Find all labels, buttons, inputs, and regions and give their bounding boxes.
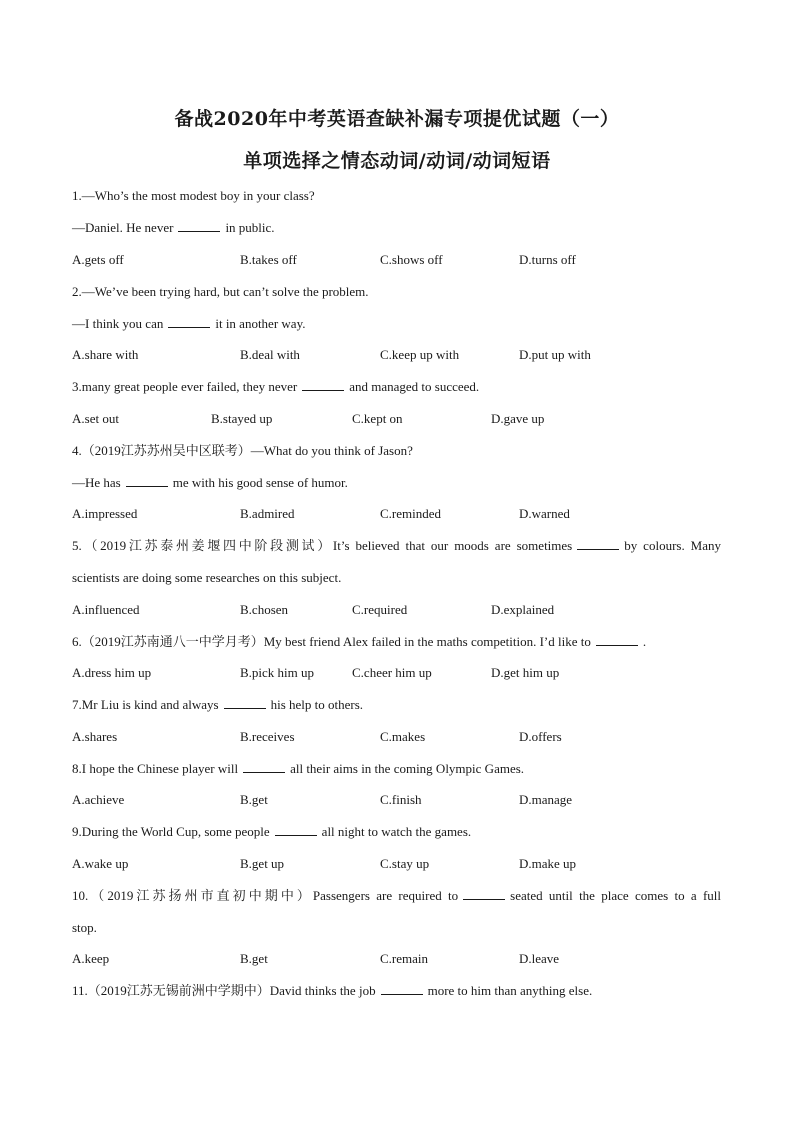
- option-d: D.get him up: [491, 665, 560, 680]
- option-a: A.set out: [72, 411, 119, 426]
- question-2-line2: —I think you can it in another way.: [72, 316, 306, 331]
- option-d: D.warned: [519, 506, 570, 521]
- option-c: C.reminded: [380, 506, 442, 521]
- question-3-stem: 3.many great people ever failed, they never and managed to succeed.: [72, 379, 480, 394]
- question-1-line2: —Daniel. He never in public.: [72, 220, 275, 235]
- answer-blank: [224, 697, 266, 709]
- option-b: B.get: [240, 792, 268, 807]
- option-c: C.remain: [380, 951, 429, 966]
- option-c: C.keep up with: [380, 347, 460, 362]
- option-a: A.achieve: [72, 792, 125, 807]
- answer-blank: [302, 379, 344, 391]
- question-9-stem: 9.During the World Cup, some people all night to watch the games.: [72, 824, 472, 839]
- option-a: A.impressed: [72, 506, 138, 521]
- worksheet-title: 备战2020年中考英语查缺补漏专项提优试题（一）: [174, 108, 620, 130]
- option-a: A.shares: [72, 729, 118, 744]
- option-d: D.make up: [519, 856, 577, 871]
- option-c: C.shows off: [380, 252, 443, 267]
- question-4-line2: —He has me with his good sense of humor.: [72, 475, 348, 490]
- option-a: A.keep: [72, 951, 110, 966]
- option-b: B.stayed up: [211, 411, 273, 426]
- answer-blank: [463, 888, 505, 900]
- answer-blank: [381, 983, 423, 995]
- answer-blank: [275, 824, 317, 836]
- option-d: D.manage: [519, 792, 573, 807]
- option-b: B.admired: [240, 506, 295, 521]
- option-b: B.takes off: [240, 252, 297, 267]
- answer-blank: [577, 538, 619, 550]
- question-7-stem: 7.Mr Liu is kind and always his help to others.: [72, 697, 364, 712]
- option-c: C.required: [352, 602, 408, 617]
- option-a: A.dress him up: [72, 665, 152, 680]
- option-d: D.leave: [519, 951, 560, 966]
- question-8-stem: 8.I hope the Chinese player will all their aims in the coming Olympic Games.: [72, 761, 525, 776]
- option-d: D.turns off: [519, 252, 576, 267]
- question-5-stem: 5.（2019江苏泰州姜堰四中阶段测试）It’s believed that our moods are sometimes by colours. Many: [72, 538, 721, 553]
- option-b: B.get up: [240, 856, 285, 871]
- question-2-stem: 2.—We’ve been trying hard, but can’t solve the problem.: [72, 284, 369, 299]
- worksheet-subtitle: 单项选择之情态动词/动词/动词短语: [243, 150, 551, 172]
- option-a: A.gets off: [72, 252, 124, 267]
- answer-blank: [178, 220, 220, 232]
- answer-blank: [243, 761, 285, 773]
- option-b: B.chosen: [240, 602, 289, 617]
- question-6-stem: 6.（2019江苏南通八一中学月考）My best friend Alex failed in the maths competition. I’d like to .: [72, 634, 647, 649]
- option-d: D.put up with: [519, 347, 591, 362]
- option-c: C.cheer him up: [352, 665, 432, 680]
- question-5-line2: scientists are doing some researches on this subject.: [72, 570, 342, 585]
- question-11-stem: 11.（2019江苏无锡前洲中学期中）David thinks the job more to him than anything else.: [72, 983, 593, 998]
- question-4-stem: 4.（2019江苏苏州吴中区联考）—What do you think of Jason?: [72, 443, 413, 458]
- option-b: B.get: [240, 951, 268, 966]
- option-c: C.makes: [380, 729, 426, 744]
- option-d: D.gave up: [491, 411, 545, 426]
- option-c: C.finish: [380, 792, 422, 807]
- option-d: D.explained: [491, 602, 555, 617]
- option-b: B.receives: [240, 729, 295, 744]
- answer-blank: [596, 634, 638, 646]
- option-d: D.offers: [519, 729, 562, 744]
- answer-blank: [126, 475, 168, 487]
- question-10-line2: stop.: [72, 920, 97, 935]
- option-c: C.stay up: [380, 856, 430, 871]
- question-10-stem: 10.（2019江苏扬州市直初中期中）Passengers are required to seated until the place comes to a full: [72, 888, 722, 903]
- answer-blank: [168, 316, 210, 328]
- option-a: A.share with: [72, 347, 139, 362]
- option-b: B.pick him up: [240, 665, 315, 680]
- option-a: A.influenced: [72, 602, 140, 617]
- option-b: B.deal with: [240, 347, 300, 362]
- option-a: A.wake up: [72, 856, 129, 871]
- question-1-stem: 1.—Who’s the most modest boy in your class?: [72, 188, 315, 203]
- option-c: C.kept on: [352, 411, 403, 426]
